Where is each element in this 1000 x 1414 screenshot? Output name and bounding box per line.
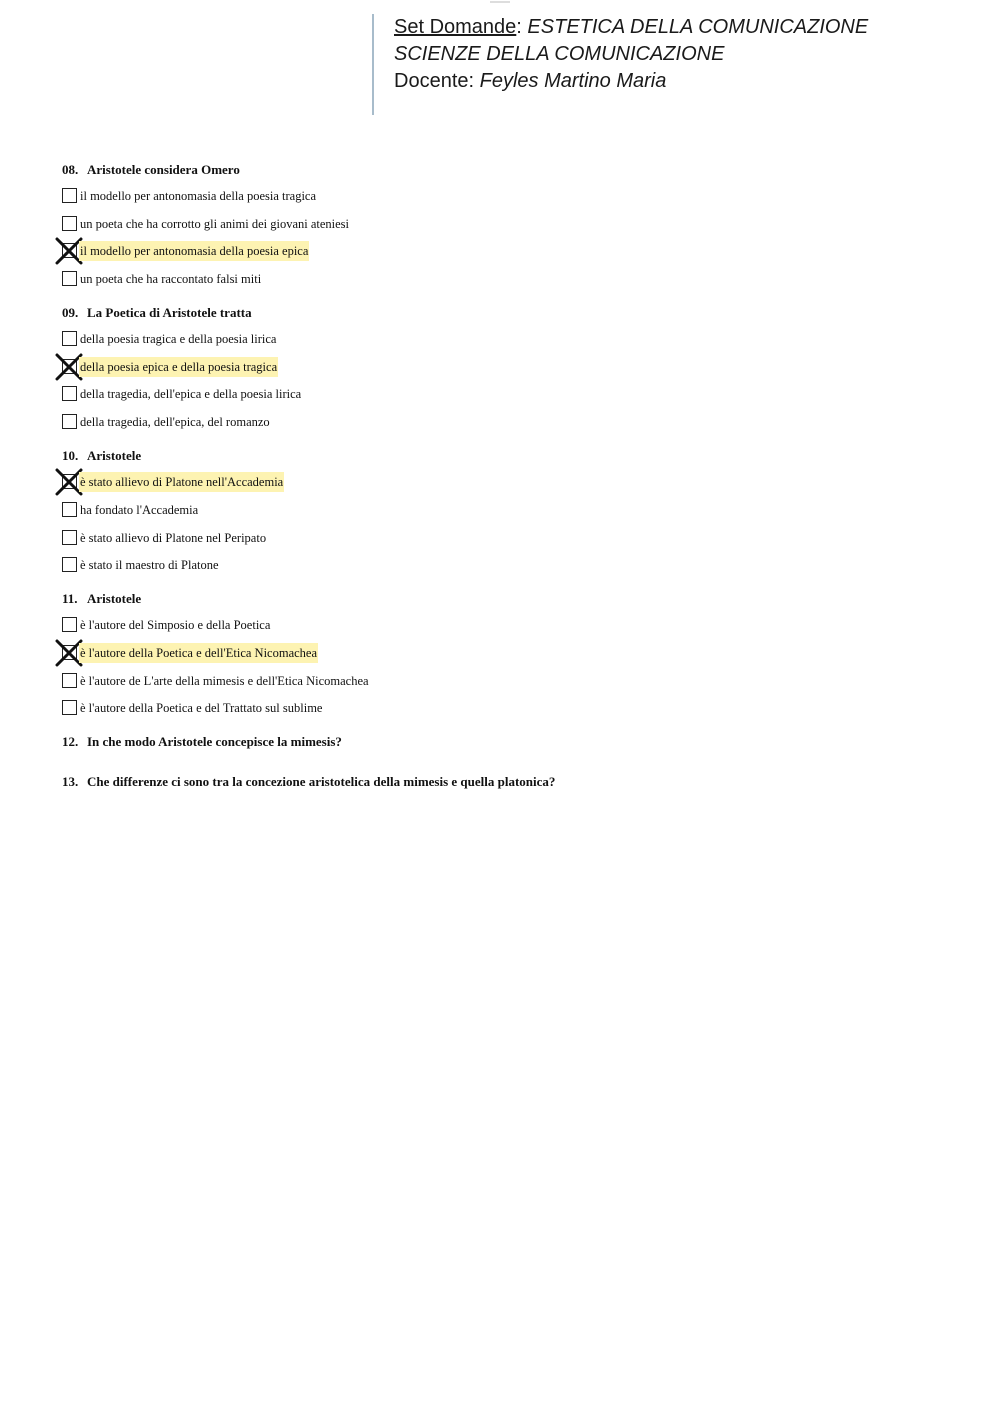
answer-checkbox[interactable] <box>62 188 77 203</box>
open-questions <box>62 732 942 791</box>
question <box>62 160 942 289</box>
answer-text: è l'autore della Poetica e dell'Etica Nicomachea <box>79 643 318 663</box>
answer-option[interactable] <box>62 357 942 377</box>
answer-checkbox[interactable] <box>62 414 77 429</box>
question-number: 10. <box>62 448 79 464</box>
answer-text: ha fondato l'Accademia <box>80 502 199 517</box>
answer-checkbox[interactable] <box>62 700 77 715</box>
answer-text: un poeta che ha corrotto gli animi dei giovani ateniesi <box>80 216 350 231</box>
answer-option[interactable] <box>62 472 942 492</box>
answer-text: è l'autore del Simposio e della Poetica <box>80 618 271 633</box>
question-text: Aristotele considera Omero <box>87 162 240 177</box>
top-mark <box>490 1 510 3</box>
question-text: La Poetica di Aristotele tratta <box>87 305 252 321</box>
answer-text: della poesia epica e della poesia tragica <box>79 357 278 377</box>
answer-option[interactable] <box>62 555 942 575</box>
answer-text: è stato allievo di Platone nel Peripato <box>80 530 267 545</box>
answer-text: è l'autore della Poetica e del Trattato sul sublime <box>80 701 323 716</box>
answer-checkbox[interactable] <box>62 216 77 231</box>
question-number: 09. <box>62 305 79 321</box>
set-label: Set Domande <box>394 16 517 38</box>
answer-option[interactable] <box>62 671 942 691</box>
question-title <box>62 446 942 465</box>
answer-text: un poeta che ha raccontato falsi miti <box>80 272 262 287</box>
answer-checkbox[interactable] <box>62 673 77 688</box>
question-title <box>62 303 942 322</box>
answer-option[interactable] <box>62 269 942 289</box>
answer-option[interactable] <box>62 241 942 261</box>
set-colon: : <box>516 16 522 38</box>
question-list <box>62 160 942 812</box>
multiple-choice-questions <box>62 160 942 718</box>
answer-checkbox[interactable] <box>62 502 77 517</box>
header-teacher-line <box>394 68 994 95</box>
answer-text: il modello per antonomasia della poesia epica <box>79 241 309 261</box>
subject-name: ESTETICA DELLA COMUNICAZIONE <box>527 16 869 38</box>
teacher-label: Docente: <box>394 70 475 92</box>
answer-option[interactable] <box>62 329 942 349</box>
open-question-title <box>62 732 942 751</box>
question-number: 11. <box>62 591 78 607</box>
answer-text: è stato allievo di Platone nell'Accademia <box>79 472 284 492</box>
answer-checkbox[interactable] <box>62 331 77 346</box>
question <box>62 303 942 432</box>
question-text: Aristotele <box>87 591 142 607</box>
question-number: 08. <box>62 162 79 177</box>
answer-option[interactable] <box>62 615 942 635</box>
teacher-name: Feyles Martino Maria <box>479 70 667 92</box>
open-question-title <box>62 772 942 791</box>
answer-text: il modello per antonomasia della poesia tragica <box>80 189 317 203</box>
answer-option[interactable] <box>62 528 942 548</box>
course-name: SCIENZE DELLA COMUNICAZIONE <box>394 43 725 65</box>
exam-header <box>372 14 994 115</box>
answer-text: della poesia tragica e della poesia lirica <box>80 332 277 347</box>
question-text: Aristotele <box>87 448 142 464</box>
answer-option[interactable] <box>62 214 942 234</box>
question <box>62 589 942 718</box>
answer-text: della tragedia, dell'epica, del romanzo <box>80 415 270 430</box>
answer-option[interactable] <box>62 412 942 432</box>
answer-option[interactable] <box>62 384 942 404</box>
answer-text: è l'autore de L'arte della mimesis e dell'Etica Nicomachea <box>80 673 369 688</box>
answer-option[interactable] <box>62 643 942 663</box>
question-number: 13. <box>62 774 79 790</box>
answer-checkbox[interactable] <box>62 617 77 632</box>
answer-checkbox[interactable] <box>62 557 77 572</box>
answer-option[interactable] <box>62 698 942 718</box>
question-title <box>62 160 942 179</box>
question-number: 12. <box>62 734 79 750</box>
header-set-line <box>394 14 994 41</box>
answer-checkbox[interactable] <box>62 530 77 545</box>
answer-checkbox[interactable] <box>62 386 77 401</box>
answer-option[interactable] <box>62 500 942 520</box>
answer-checkbox[interactable] <box>62 271 77 286</box>
answer-text: è stato il maestro di Platone <box>80 558 219 573</box>
question <box>62 446 942 575</box>
question-title <box>62 589 942 608</box>
answer-option[interactable] <box>62 186 942 206</box>
question-text: Che differenze ci sono tra la concezione aristotelica della mimesis e quella platonica? <box>87 774 556 790</box>
question-text: In che modo Aristotele concepisce la mimesis? <box>87 734 342 750</box>
answer-text: della tragedia, dell'epica e della poesia lirica <box>80 387 302 402</box>
